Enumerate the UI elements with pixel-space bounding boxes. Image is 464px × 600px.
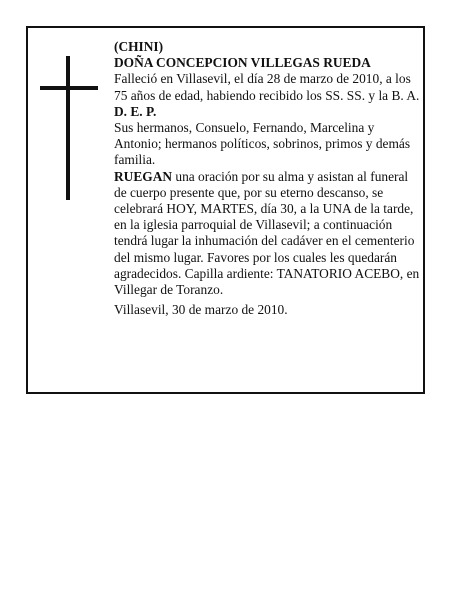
relatives-paragraph: Sus hermanos, Consuelo, Fernando, Marcelina y Antonio; hermanos políticos, sobrinos, primos y demás familia. — [114, 120, 411, 168]
cross-icon — [40, 56, 98, 200]
place-date: Villasevil, 30 de marzo de 2010. — [114, 302, 288, 318]
rip-line: D. E. P. — [114, 103, 157, 119]
request-word: RUEGAN — [114, 168, 173, 184]
cross-horizontal-bar — [40, 86, 98, 90]
notice-text — [114, 39, 420, 318]
request-paragraph — [114, 169, 420, 299]
deceased-name: DOÑA CONCEPCION VILLEGAS RUEDA — [114, 55, 371, 71]
obituary-notice — [26, 26, 425, 394]
cross-vertical-bar — [66, 56, 70, 200]
death-announcement: Falleció en Villasevil, el día 28 de marzo de 2010, a los 75 años de edad, habiendo recibido los SS. SS. y la B. A. — [114, 71, 420, 103]
request-text: una oración por su alma y asistan al funeral de cuerpo presente que, por su eterno descanso, se celebrará HOY, MARTES, día 30, a la UNA de la tarde, en la iglesia parroquial de Villasevil; a continuación tendrá lugar la inhumación del cadáver en el cementerio del mismo lugar. Favores por los cuales les quedarán agradecidos. Capilla ardiente: TANATORIO ACEBO, en Villegar de Toranzo. — [114, 168, 420, 298]
nickname: (CHINI) — [114, 39, 164, 54]
